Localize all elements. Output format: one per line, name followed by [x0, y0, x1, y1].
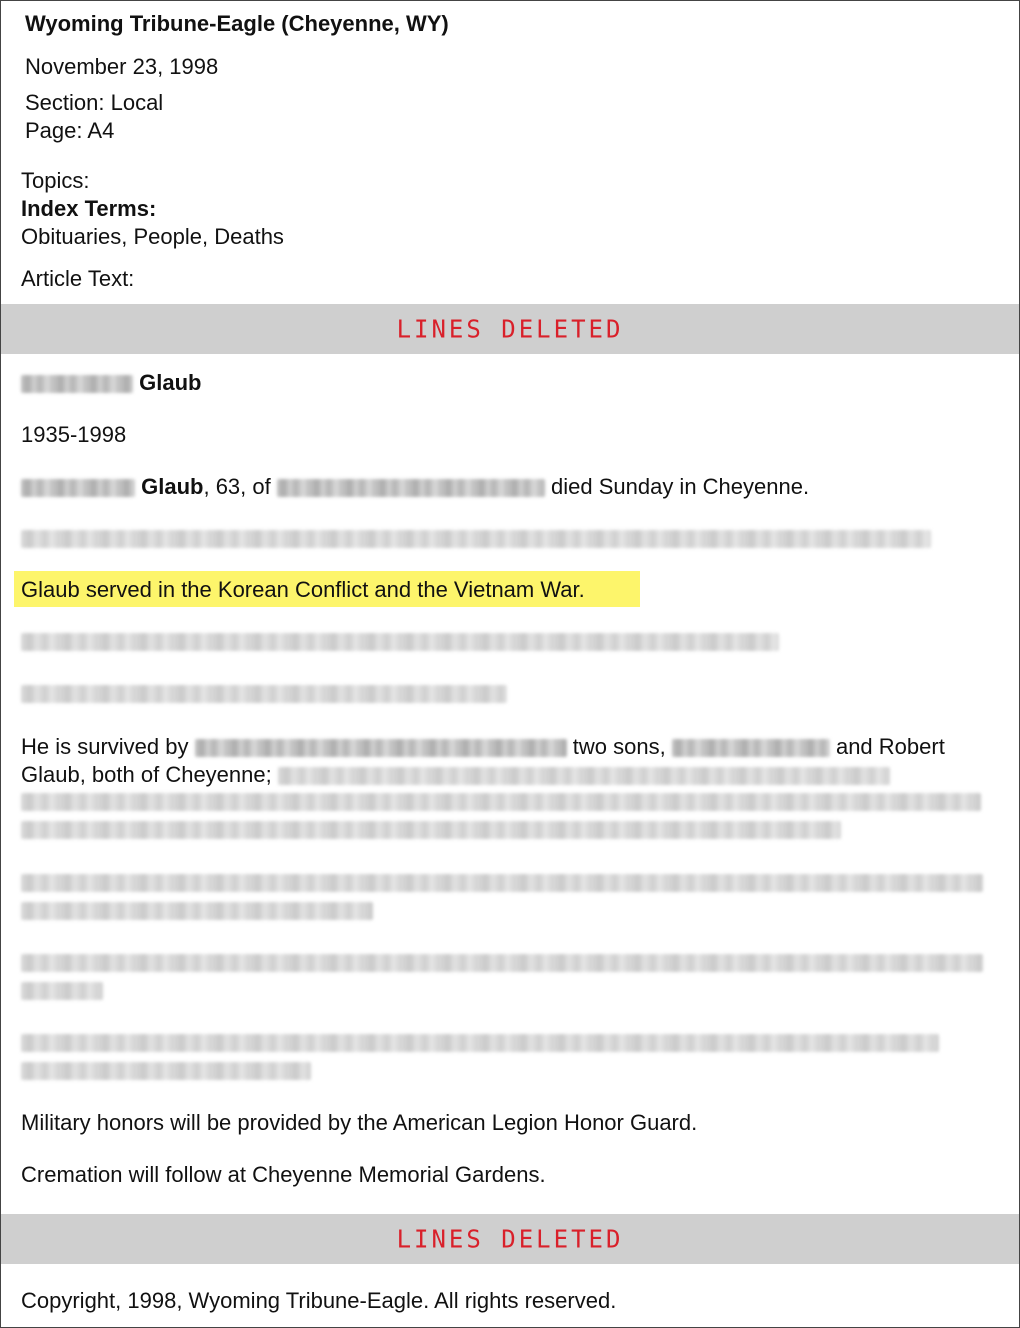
- redacted-paragraph-preceded-2: [21, 902, 373, 920]
- survived-line-2: [21, 762, 890, 788]
- redacted-paragraph-career: [21, 633, 779, 651]
- lead-sentence: [21, 474, 809, 500]
- highlighted-sentence: Glaub served in the Korean Conflict and the Vietnam War.: [21, 577, 585, 602]
- military-honors: Military honors will be provided by the American Legion Honor Guard.: [21, 1110, 698, 1135]
- redacted-paragraph-funeral-2: [21, 1062, 311, 1080]
- obituary-years: 1935-1998: [21, 422, 127, 447]
- index-terms-value: Obituaries, People, Deaths: [21, 224, 284, 249]
- survived-mid: two sons,: [572, 734, 666, 759]
- redacted-paragraph-visitation-1: [21, 954, 983, 972]
- lead-surname: Glaub: [141, 474, 204, 499]
- redacted-son-name: [672, 739, 830, 757]
- publication-title: Wyoming Tribune-Eagle (Cheyenne, WY): [25, 11, 449, 36]
- lead-rest: died Sunday in Cheyenne.: [551, 474, 810, 499]
- index-terms-label: Index Terms:: [21, 196, 157, 221]
- redacted-first-name: [21, 375, 133, 393]
- lines-deleted-banner-top: [1, 304, 1019, 354]
- redacted-residence: [277, 479, 545, 497]
- redacted-survivors-1: [278, 767, 890, 785]
- redacted-paragraph-church: [21, 685, 507, 703]
- redacted-paragraph-funeral-1: [21, 1034, 939, 1052]
- redacted-paragraph-visitation-2: [21, 982, 103, 1000]
- lines-deleted-banner-bottom: [1, 1214, 1019, 1264]
- cremation-note: Cremation will follow at Cheyenne Memorial Gardens.: [21, 1162, 546, 1187]
- lead-age: , 63, of: [203, 474, 271, 499]
- survived-start: He is survived by: [21, 734, 189, 759]
- section-label: Section: Local: [25, 90, 164, 115]
- redacted-lead-name: [21, 479, 135, 497]
- lines-deleted-text: LINES DELETED: [396, 314, 624, 344]
- redacted-paragraph-preceded-1: [21, 874, 983, 892]
- redacted-survivors-2: [21, 793, 981, 811]
- topics-label: Topics:: [21, 168, 90, 193]
- article-text-label: Article Text:: [21, 266, 135, 291]
- survived-end: and Robert: [835, 734, 945, 759]
- redacted-survivors-3: [21, 821, 841, 839]
- redacted-paragraph-birth: [21, 530, 931, 548]
- survived-line2-text: Glaub, both of Cheyenne;: [21, 762, 272, 787]
- publication-date: November 23, 1998: [25, 54, 219, 79]
- redacted-spouse: [195, 739, 567, 757]
- obituary-name: [21, 370, 201, 396]
- copyright-notice: Copyright, 1998, Wyoming Tribune-Eagle. All rights reserved.: [21, 1288, 617, 1313]
- obituary-surname: Glaub: [139, 370, 202, 395]
- page-label: Page: A4: [25, 118, 115, 143]
- lines-deleted-text: LINES DELETED: [396, 1224, 624, 1254]
- survived-line-1: [21, 734, 945, 760]
